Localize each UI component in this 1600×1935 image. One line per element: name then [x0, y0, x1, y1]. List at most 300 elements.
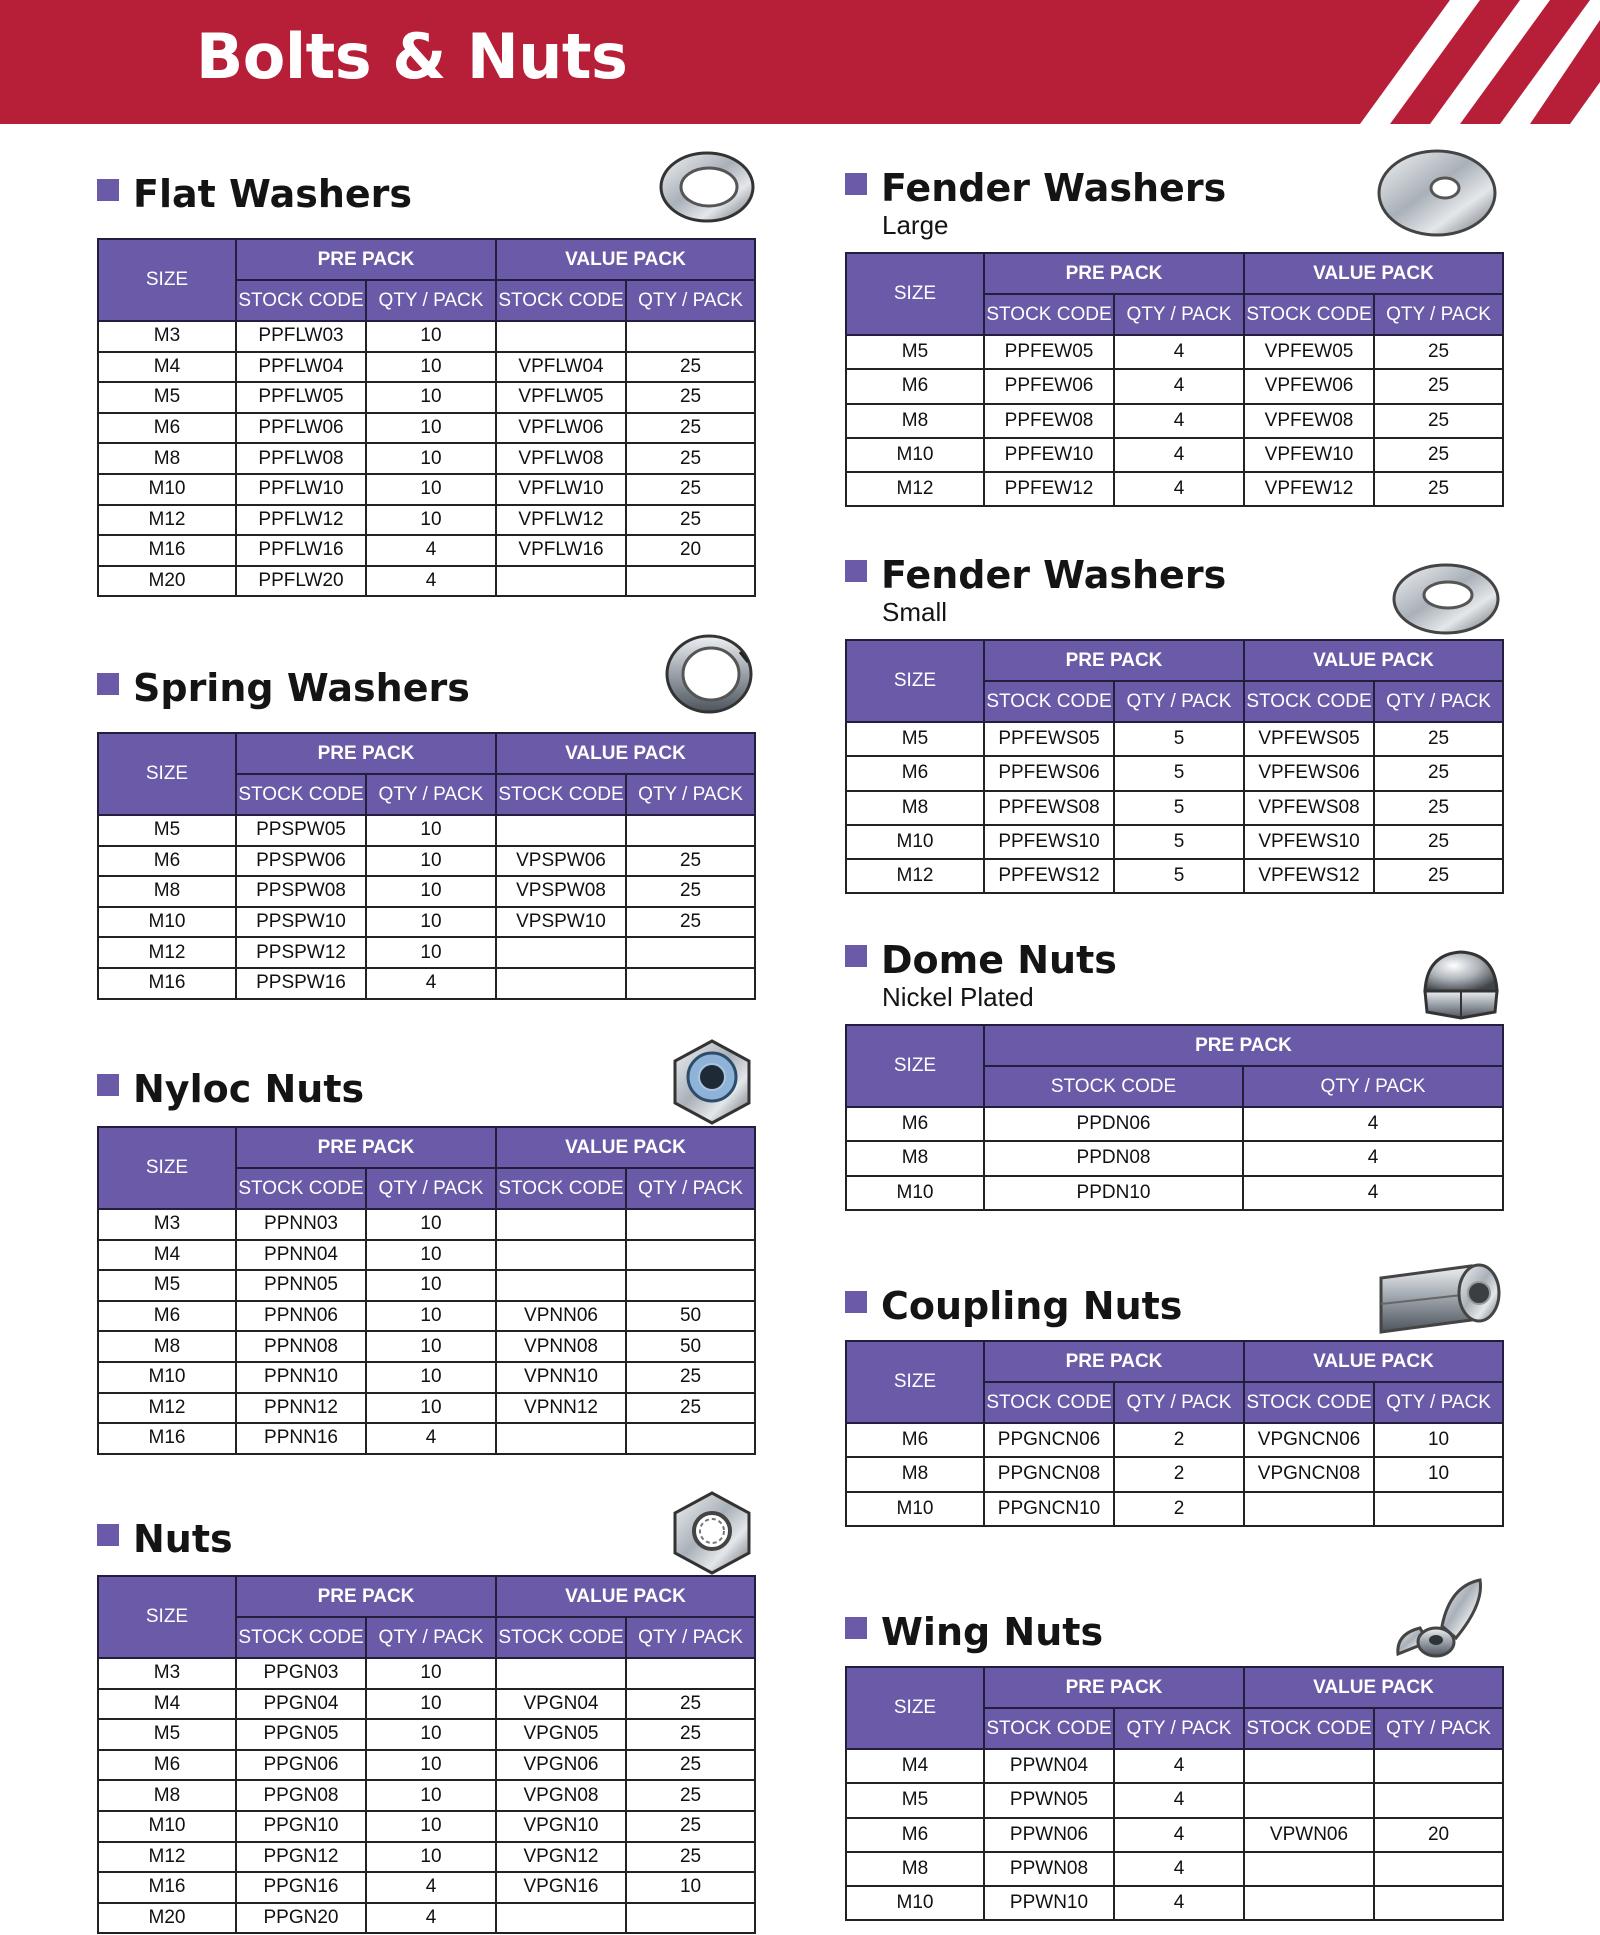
cell-pre-stock-code: PPGN06	[236, 1750, 366, 1781]
cell-value-qty: 25	[1374, 859, 1503, 893]
cell-value-stock-code: VPSPW10	[496, 907, 626, 938]
cell-value-qty: 10	[1374, 1457, 1503, 1491]
col-header-size: SIZE	[98, 239, 236, 321]
table-row	[98, 1423, 755, 1454]
cell-size: M5	[98, 1719, 236, 1750]
cell-size: M8	[98, 443, 236, 474]
cell-size: M6	[98, 413, 236, 444]
cell-size: M6	[846, 1423, 984, 1457]
col-header-qty-pack: QTY / PACK	[1114, 1708, 1244, 1749]
cell-value-stock-code	[496, 968, 626, 999]
cell-value-stock-code	[1244, 1852, 1374, 1886]
cell-value-qty	[626, 1903, 755, 1934]
col-header-qty-pack: QTY / PACK	[626, 774, 755, 815]
cell-pre-qty: 10	[366, 1689, 496, 1720]
cell-value-qty	[626, 1240, 755, 1271]
cell-value-stock-code	[496, 937, 626, 968]
cell-pre-qty: 5	[1114, 825, 1244, 859]
cell-pre-qty: 10	[366, 815, 496, 846]
cell-value-qty: 20	[1374, 1818, 1503, 1852]
table-row	[98, 321, 755, 352]
table-row	[846, 722, 1503, 756]
cell-pre-qty: 4	[1114, 1818, 1244, 1852]
col-header-stock-code: STOCK CODE	[236, 774, 366, 815]
cell-value-stock-code: VPGN04	[496, 1689, 626, 1720]
cell-value-stock-code: VPFLW12	[496, 505, 626, 536]
square-bullet-icon	[845, 1291, 867, 1313]
cell-size: M8	[846, 1852, 984, 1886]
col-header-stock-code: STOCK CODE	[236, 1617, 366, 1658]
cell-pre-stock-code: PPWN08	[984, 1852, 1114, 1886]
group-header-pre-pack: PRE PACK	[236, 1576, 496, 1617]
col-header-qty-pack: QTY / PACK	[1374, 681, 1503, 722]
group-header-pre-pack: PRE PACK	[984, 1025, 1503, 1066]
table-row	[846, 335, 1503, 369]
col-header-size: SIZE	[846, 1667, 984, 1749]
cell-value-qty: 25	[626, 876, 755, 907]
cell-size: M16	[98, 968, 236, 999]
table-row	[98, 1270, 755, 1301]
cell-pre-qty: 10	[366, 937, 496, 968]
cell-pre-stock-code: PPSPW10	[236, 907, 366, 938]
table-row	[846, 472, 1503, 506]
cell-value-stock-code: VPGN06	[496, 1750, 626, 1781]
cell-pre-stock-code: PPGN10	[236, 1811, 366, 1842]
cell-pre-stock-code: PPFEW12	[984, 472, 1114, 506]
cell-size: M5	[98, 815, 236, 846]
table-row	[98, 474, 755, 505]
cell-size: M16	[98, 535, 236, 566]
table-row	[98, 1362, 755, 1393]
cell-value-stock-code	[496, 815, 626, 846]
group-header-value-pack: VALUE PACK	[1244, 640, 1503, 681]
table-row	[846, 404, 1503, 438]
cell-pre-qty: 4	[1243, 1176, 1503, 1210]
cell-pre-qty: 4	[366, 566, 496, 597]
cell-value-stock-code: VPFEW10	[1244, 438, 1374, 472]
cell-value-qty: 25	[626, 1750, 755, 1781]
table-row	[846, 1141, 1503, 1175]
cell-size: M12	[98, 1842, 236, 1873]
table-row	[846, 1783, 1503, 1817]
cell-size: M3	[98, 1209, 236, 1240]
cell-size: M20	[98, 566, 236, 597]
cell-pre-qty: 5	[1114, 791, 1244, 825]
fender-washer-large-icon	[1375, 146, 1500, 241]
cell-size: M10	[98, 1362, 236, 1393]
cell-value-stock-code: VPFEW08	[1244, 404, 1374, 438]
spec-table	[97, 732, 756, 1000]
col-header-stock-code: STOCK CODE	[984, 681, 1114, 722]
spec-table	[845, 1340, 1504, 1527]
cell-value-qty: 10	[626, 1872, 755, 1903]
group-header-pre-pack: PRE PACK	[236, 1127, 496, 1168]
dome-nut-icon	[1417, 946, 1502, 1021]
cell-size: M8	[846, 791, 984, 825]
cell-value-qty: 25	[626, 1393, 755, 1424]
page-banner	[0, 0, 1600, 124]
cell-pre-stock-code: PPSPW12	[236, 937, 366, 968]
cell-value-stock-code: VPFLW08	[496, 443, 626, 474]
cell-value-stock-code	[496, 1240, 626, 1271]
col-header-stock-code: STOCK CODE	[1244, 1382, 1374, 1423]
cell-pre-stock-code: PPSPW05	[236, 815, 366, 846]
cell-size: M6	[846, 369, 984, 403]
cell-value-qty: 50	[626, 1331, 755, 1362]
cell-size: M6	[98, 846, 236, 877]
group-header-pre-pack: PRE PACK	[236, 239, 496, 280]
group-header-pre-pack: PRE PACK	[984, 1667, 1244, 1708]
group-header-value-pack: VALUE PACK	[496, 239, 755, 280]
cell-value-qty: 50	[626, 1301, 755, 1332]
cell-pre-qty: 10	[366, 505, 496, 536]
col-header-stock-code: STOCK CODE	[984, 1066, 1243, 1107]
col-header-stock-code: STOCK CODE	[496, 1617, 626, 1658]
col-header-size: SIZE	[846, 640, 984, 722]
col-header-size: SIZE	[98, 1127, 236, 1209]
cell-value-qty: 25	[1374, 825, 1503, 859]
cell-value-stock-code	[496, 1423, 626, 1454]
col-header-stock-code: STOCK CODE	[984, 1382, 1114, 1423]
cell-pre-qty: 4	[1114, 1749, 1244, 1783]
cell-pre-stock-code: PPSPW08	[236, 876, 366, 907]
col-header-qty-pack: QTY / PACK	[1114, 1382, 1244, 1423]
cell-pre-stock-code: PPFLW08	[236, 443, 366, 474]
cell-value-qty: 25	[1374, 335, 1503, 369]
group-header-pre-pack: PRE PACK	[984, 1341, 1244, 1382]
cell-value-qty: 25	[626, 846, 755, 877]
table-row	[98, 1689, 755, 1720]
table-row	[98, 413, 755, 444]
cell-size: M6	[846, 1107, 984, 1141]
group-header-value-pack: VALUE PACK	[496, 1127, 755, 1168]
group-header-value-pack: VALUE PACK	[496, 1576, 755, 1617]
cell-value-stock-code: VPFEW12	[1244, 472, 1374, 506]
cell-pre-qty: 10	[366, 413, 496, 444]
cell-value-stock-code: VPGNCN06	[1244, 1423, 1374, 1457]
cell-pre-stock-code: PPWN10	[984, 1886, 1114, 1920]
section-subtitle: Nickel Plated	[882, 982, 1034, 1012]
cell-pre-qty: 4	[1114, 369, 1244, 403]
group-header-pre-pack: PRE PACK	[984, 640, 1244, 681]
cell-value-stock-code: VPGN08	[496, 1780, 626, 1811]
cell-pre-stock-code: PPFLW03	[236, 321, 366, 352]
table-row	[846, 1176, 1503, 1210]
section-title: Fender Washers	[845, 166, 1226, 210]
col-header-stock-code: STOCK CODE	[1244, 681, 1374, 722]
cell-size: M16	[98, 1872, 236, 1903]
cell-value-qty	[1374, 1492, 1503, 1526]
cell-size: M6	[98, 1750, 236, 1781]
col-header-size: SIZE	[98, 1576, 236, 1658]
table-row	[98, 535, 755, 566]
table-row	[846, 791, 1503, 825]
cell-value-stock-code: VPNN06	[496, 1301, 626, 1332]
col-header-stock-code: STOCK CODE	[496, 1168, 626, 1209]
table-row	[846, 369, 1503, 403]
cell-value-stock-code: VPGNCN08	[1244, 1457, 1374, 1491]
cell-value-qty: 25	[1374, 472, 1503, 506]
cell-size: M12	[98, 937, 236, 968]
cell-size: M5	[846, 1783, 984, 1817]
cell-value-qty: 25	[626, 382, 755, 413]
cell-pre-stock-code: PPFEWS06	[984, 756, 1114, 790]
col-header-stock-code: STOCK CODE	[236, 280, 366, 321]
cell-size: M16	[98, 1423, 236, 1454]
cell-pre-qty: 10	[366, 846, 496, 877]
fender-washer-small-icon	[1390, 559, 1502, 639]
group-header-value-pack: VALUE PACK	[1244, 253, 1503, 294]
table-row	[846, 1886, 1503, 1920]
square-bullet-icon	[845, 560, 867, 582]
cell-pre-qty: 4	[1114, 335, 1244, 369]
cell-value-stock-code: VPNN10	[496, 1362, 626, 1393]
table-row	[98, 876, 755, 907]
cell-value-qty	[626, 815, 755, 846]
cell-value-stock-code: VPFEWS05	[1244, 722, 1374, 756]
cell-size: M8	[846, 404, 984, 438]
cell-size: M12	[846, 472, 984, 506]
cell-size: M5	[98, 382, 236, 413]
cell-value-qty: 25	[1374, 404, 1503, 438]
cell-value-qty: 25	[626, 1362, 755, 1393]
cell-size: M10	[98, 1811, 236, 1842]
table-row	[846, 1423, 1503, 1457]
cell-pre-stock-code: PPGNCN10	[984, 1492, 1114, 1526]
table-row	[98, 1209, 755, 1240]
cell-value-stock-code: VPGN12	[496, 1842, 626, 1873]
cell-pre-stock-code: PPFEWS08	[984, 791, 1114, 825]
col-header-qty-pack: QTY / PACK	[1374, 294, 1503, 335]
cell-value-stock-code: VPFEWS10	[1244, 825, 1374, 859]
group-header-value-pack: VALUE PACK	[1244, 1341, 1503, 1382]
col-header-qty-pack: QTY / PACK	[626, 1617, 755, 1658]
cell-value-stock-code: VPGN05	[496, 1719, 626, 1750]
cell-pre-stock-code: PPNN04	[236, 1240, 366, 1271]
section-title: Spring Washers	[97, 666, 470, 710]
cell-value-stock-code	[1244, 1492, 1374, 1526]
cell-value-qty: 25	[626, 443, 755, 474]
table-row	[846, 1852, 1503, 1886]
col-header-qty-pack: QTY / PACK	[366, 774, 496, 815]
square-bullet-icon	[97, 179, 119, 201]
cell-pre-qty: 10	[366, 1842, 496, 1873]
cell-pre-qty: 4	[1114, 1886, 1244, 1920]
cell-value-qty: 25	[1374, 369, 1503, 403]
cell-value-qty	[626, 1209, 755, 1240]
cell-value-qty: 25	[1374, 438, 1503, 472]
cell-pre-qty: 4	[366, 968, 496, 999]
col-header-stock-code: STOCK CODE	[1244, 294, 1374, 335]
table-row	[846, 1107, 1503, 1141]
cell-pre-qty: 10	[366, 1719, 496, 1750]
cell-pre-qty: 10	[366, 321, 496, 352]
cell-value-stock-code: VPFLW04	[496, 352, 626, 383]
cell-value-stock-code	[496, 1209, 626, 1240]
cell-pre-qty: 4	[1243, 1107, 1503, 1141]
cell-size: M10	[846, 1886, 984, 1920]
cell-value-stock-code	[496, 566, 626, 597]
cell-value-stock-code: VPSPW06	[496, 846, 626, 877]
cell-size: M12	[98, 505, 236, 536]
cell-value-qty	[1374, 1886, 1503, 1920]
cell-pre-qty: 10	[366, 352, 496, 383]
cell-size: M3	[98, 1658, 236, 1689]
col-header-qty-pack: QTY / PACK	[366, 1168, 496, 1209]
cell-pre-qty: 10	[366, 1209, 496, 1240]
hex-nut-icon	[667, 1489, 757, 1577]
cell-size: M5	[846, 722, 984, 756]
table-row	[98, 937, 755, 968]
cell-pre-qty: 10	[366, 474, 496, 505]
cell-value-stock-code	[496, 1903, 626, 1934]
cell-pre-qty: 10	[366, 876, 496, 907]
table-row	[98, 1872, 755, 1903]
cell-pre-stock-code: PPFLW20	[236, 566, 366, 597]
cell-pre-stock-code: PPDN08	[984, 1141, 1243, 1175]
cell-value-qty: 25	[626, 1689, 755, 1720]
cell-pre-stock-code: PPNN05	[236, 1270, 366, 1301]
cell-size: M20	[98, 1903, 236, 1934]
cell-size: M6	[846, 1818, 984, 1852]
col-header-qty-pack: QTY / PACK	[1114, 294, 1244, 335]
cell-pre-stock-code: PPGN05	[236, 1719, 366, 1750]
col-header-qty-pack: QTY / PACK	[366, 280, 496, 321]
cell-value-stock-code: VPFEW05	[1244, 335, 1374, 369]
cell-value-stock-code	[1244, 1749, 1374, 1783]
nyloc-nut-icon	[667, 1037, 757, 1127]
cell-value-stock-code: VPFLW06	[496, 413, 626, 444]
table-row	[98, 1719, 755, 1750]
cell-pre-qty: 10	[366, 1301, 496, 1332]
table-row	[98, 566, 755, 597]
cell-pre-qty: 10	[366, 1362, 496, 1393]
col-header-stock-code: STOCK CODE	[984, 294, 1114, 335]
cell-pre-stock-code: PPFEW05	[984, 335, 1114, 369]
cell-pre-qty: 4	[1114, 1852, 1244, 1886]
cell-value-qty	[626, 1658, 755, 1689]
cell-size: M8	[846, 1457, 984, 1491]
table-row	[98, 907, 755, 938]
cell-pre-stock-code: PPFEW06	[984, 369, 1114, 403]
cell-pre-stock-code: PPWN05	[984, 1783, 1114, 1817]
cell-pre-qty: 5	[1114, 859, 1244, 893]
cell-value-qty	[1374, 1852, 1503, 1886]
diagonal-stripes-decoration	[1330, 0, 1600, 124]
col-header-qty-pack: QTY / PACK	[1114, 681, 1244, 722]
cell-pre-stock-code: PPDN06	[984, 1107, 1243, 1141]
cell-value-qty: 25	[626, 907, 755, 938]
cell-value-stock-code: VPNN08	[496, 1331, 626, 1362]
col-header-qty-pack: QTY / PACK	[1374, 1382, 1503, 1423]
col-header-stock-code: STOCK CODE	[984, 1708, 1114, 1749]
spec-table	[845, 639, 1504, 894]
cell-value-stock-code: VPGN10	[496, 1811, 626, 1842]
cell-value-qty: 25	[626, 1719, 755, 1750]
cell-pre-qty: 10	[366, 1393, 496, 1424]
cell-size: M10	[98, 907, 236, 938]
cell-pre-qty: 10	[366, 1780, 496, 1811]
section-title: Dome Nuts	[845, 938, 1117, 982]
cell-pre-stock-code: PPFLW04	[236, 352, 366, 383]
table-row	[98, 1658, 755, 1689]
table-row	[98, 815, 755, 846]
cell-value-stock-code: VPNN12	[496, 1393, 626, 1424]
cell-pre-stock-code: PPFLW10	[236, 474, 366, 505]
square-bullet-icon	[845, 945, 867, 967]
cell-value-stock-code: VPFEW06	[1244, 369, 1374, 403]
square-bullet-icon	[97, 673, 119, 695]
cell-pre-qty: 5	[1114, 756, 1244, 790]
table-row	[846, 1457, 1503, 1491]
cell-pre-qty: 10	[366, 1750, 496, 1781]
section-title: Nyloc Nuts	[97, 1067, 364, 1111]
cell-value-stock-code	[1244, 1783, 1374, 1817]
wing-nut-icon	[1390, 1576, 1490, 1666]
table-row	[846, 1492, 1503, 1526]
cell-pre-qty: 10	[366, 1811, 496, 1842]
flat-washer-icon	[657, 147, 757, 227]
square-bullet-icon	[845, 173, 867, 195]
cell-pre-qty: 2	[1114, 1457, 1244, 1491]
section-title: Nuts	[97, 1517, 233, 1561]
cell-pre-stock-code: PPFLW05	[236, 382, 366, 413]
cell-size: M10	[846, 1492, 984, 1526]
cell-pre-qty: 10	[366, 1331, 496, 1362]
table-row	[98, 1842, 755, 1873]
cell-pre-qty: 4	[1114, 472, 1244, 506]
cell-pre-qty: 4	[366, 1903, 496, 1934]
table-row	[98, 352, 755, 383]
group-header-pre-pack: PRE PACK	[984, 253, 1244, 294]
square-bullet-icon	[97, 1074, 119, 1096]
section-title: Flat Washers	[97, 172, 412, 216]
cell-value-stock-code: VPGN16	[496, 1872, 626, 1903]
cell-pre-stock-code: PPFLW16	[236, 535, 366, 566]
cell-value-stock-code	[496, 1658, 626, 1689]
cell-pre-qty: 2	[1114, 1492, 1244, 1526]
cell-value-qty	[626, 1423, 755, 1454]
cell-size: M5	[98, 1270, 236, 1301]
table-row	[846, 1818, 1503, 1852]
section-title: Coupling Nuts	[845, 1284, 1182, 1328]
cell-size: M12	[98, 1393, 236, 1424]
page-title: Bolts & Nuts	[196, 20, 628, 93]
cell-pre-stock-code: PPNN06	[236, 1301, 366, 1332]
cell-pre-stock-code: PPFEWS05	[984, 722, 1114, 756]
table-row	[846, 438, 1503, 472]
spec-table	[845, 1666, 1504, 1921]
cell-pre-stock-code: PPFEWS12	[984, 859, 1114, 893]
coupling-nut-icon	[1375, 1260, 1503, 1338]
cell-value-stock-code: VPWN06	[1244, 1818, 1374, 1852]
cell-pre-stock-code: PPSPW16	[236, 968, 366, 999]
group-header-pre-pack: PRE PACK	[236, 733, 496, 774]
table-row	[846, 825, 1503, 859]
col-header-size: SIZE	[846, 253, 984, 335]
table-row	[98, 846, 755, 877]
cell-pre-stock-code: PPFEW10	[984, 438, 1114, 472]
spec-table	[845, 1024, 1504, 1211]
cell-pre-qty: 4	[366, 1872, 496, 1903]
table-row	[98, 1750, 755, 1781]
col-header-qty-pack: QTY / PACK	[1243, 1066, 1503, 1107]
cell-value-stock-code: VPSPW08	[496, 876, 626, 907]
col-header-stock-code: STOCK CODE	[496, 280, 626, 321]
cell-value-qty: 10	[1374, 1423, 1503, 1457]
table-row	[846, 1749, 1503, 1783]
col-header-stock-code: STOCK CODE	[1244, 1708, 1374, 1749]
